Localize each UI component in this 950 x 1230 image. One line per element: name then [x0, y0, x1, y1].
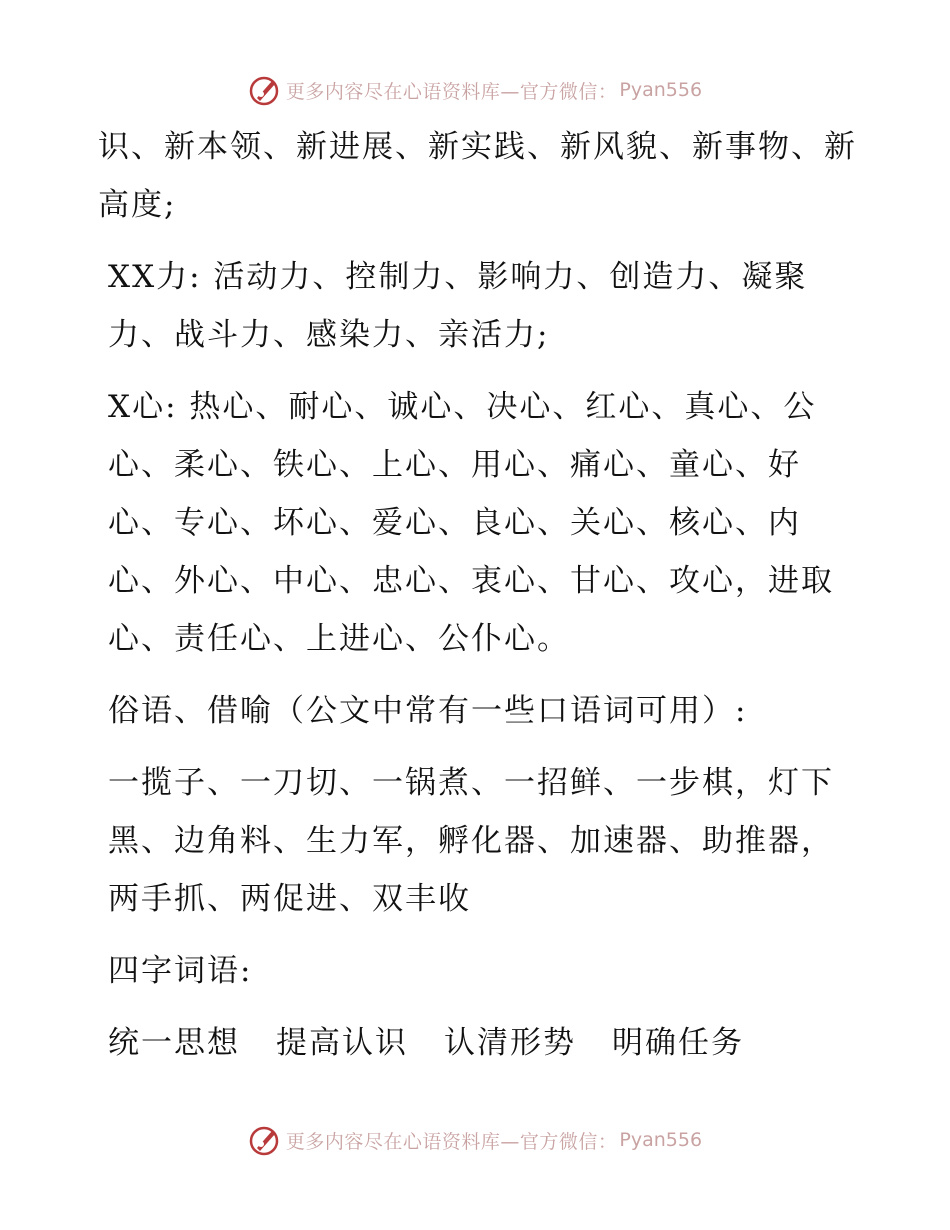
four-char-term: 统一思想 — [108, 1025, 240, 1061]
four-char-term: 提高认识 — [276, 1025, 408, 1061]
paragraph-idioms-list: 一揽子、一刀切、一锅煮、一招鲜、一步棋，灯下黑、边角料、生力军，孵化器、加速器、助推器，两手抓、两促进、双丰收 — [108, 765, 834, 917]
quill-logo-icon — [248, 1123, 282, 1157]
document-body — [98, 118, 858, 1072]
header-wechat-id: Pyan556 — [619, 79, 703, 101]
header-banner — [0, 72, 950, 108]
paragraph-idioms-heading: 俗语、借喻（公文中常有一些口语词可用）: — [108, 693, 748, 729]
paragraph-power-terms: XX力: 活动力、控制力、影响力、创造力、凝聚力、战斗力、感染力、亲活力; — [108, 259, 808, 353]
footer-wechat-id: Pyan556 — [619, 1129, 703, 1151]
four-char-terms-row — [98, 1014, 858, 1072]
footer-banner-text: 更多内容尽在心语资料库—官方微信： — [285, 1130, 618, 1153]
footer-banner — [0, 1122, 950, 1158]
four-char-term: 认清形势 — [444, 1025, 576, 1061]
paragraph-four-char-heading: 四字词语: — [108, 953, 253, 989]
four-char-term: 明确任务 — [612, 1025, 744, 1061]
quill-logo-icon — [248, 73, 282, 107]
header-banner-text: 更多内容尽在心语资料库—官方微信： — [285, 80, 618, 103]
paragraph-new-terms: 识、新本领、新进展、新实践、新风貌、新事物、新高度; — [98, 129, 857, 223]
paragraph-heart-terms: X心: 热心、耐心、诚心、决心、红心、真心、公心、柔心、铁心、上心、用心、痛心、童心、好心、专心、坏心、爱心、良心、关心、核心、内心、外心、中心、忠心、衷心、甘心、攻心，进取心、责任心、上进心、公仆心。 — [108, 389, 834, 657]
